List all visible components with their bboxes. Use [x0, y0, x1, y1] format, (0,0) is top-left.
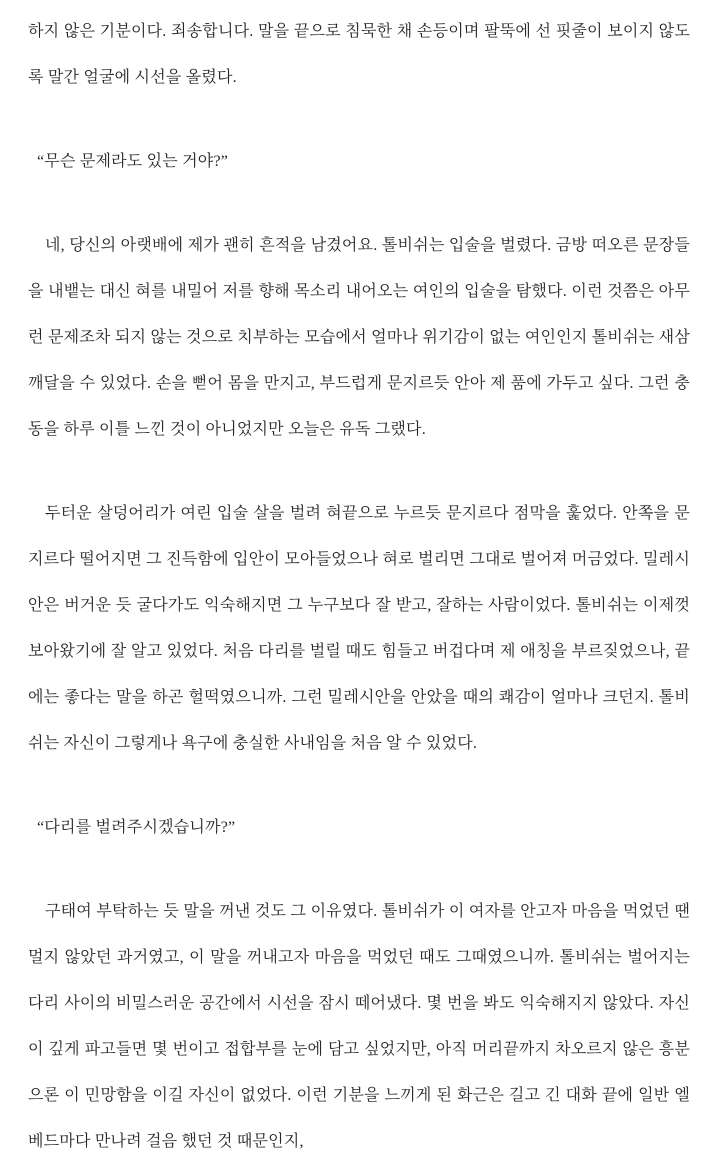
- paragraph-2: 네, 당신의 아랫배에 제가 괜히 흔적을 남겼어요. 톨비쉬는 입술을 벌렸다. 금방 떠오른 문장들을 내뱉는 대신 혀를 내밀어 저를 향해 목소리 내어오는 여인의 입술을 탐했다. 이런 것쯤은 아무런 문제조차 되지 않는 것으로 치부하는 모습에서 얼마나 위기감이 없는 여인인지 톨비쉬는 새삼 깨달을 수 있었다. 손을 뻗어 몸을 만지고, 부드럽게 문지르듯 안아 제 품에 가두고 싶다. 그런 충동을 하루 이틀 느낀 것이 아니었지만 오늘은 유독 그랬다.: [28, 237, 690, 438]
- continuation-paragraph: 하지 않은 기분이다. 죄송합니다. 말을 끝으로 침묵한 채 손등이며 팔뚝에 선 핏줄이 보이지 않도록 말간 얼굴에 시선을 올렸다.: [28, 23, 690, 86]
- paragraph-3: 두터운 살덩어리가 여린 입술 살을 벌려 혀끝으로 누르듯 문지르다 점막을 훑었다. 안쪽을 문지르다 떨어지면 그 진득함에 입안이 모아들었으나 혀로 벌리면 그대로 벌어져 머금었다. 밀레시안은 버거운 듯 굴다가도 익숙해지면 그 누구보다 잘 받고, 잘하는 사람이었다. 톨비쉬는 이제껏 보아왔기에 잘 알고 있었다. 처음 다리를 벌릴 때도 힘들고 버겁다며 제 애칭을 부르짖었으나, 끝에는 좋다는 말을 하곤 헐떡였으니까. 그런 밀레시안을 안았을 때의 쾌감이 얼마나 크던지. 톨비쉬는 자신이 그렇게나 욕구에 충실한 사내임을 처음 알 수 있었다.: [28, 505, 690, 752]
- paragraph-4: 구태여 부탁하는 듯 말을 꺼낸 것도 그 이유였다. 톨비쉬가 이 여자를 안고자 마음을 먹었던 땐 멀지 않았던 과거였고, 이 말을 꺼내고자 마음을 먹었던 때도 그때였으니까. 톨비쉬는 벌어지는 다리 사이의 비밀스러운 공간에서 시선을 잠시 떼어냈다. 몇 번을 봐도 익숙해지지 않았다. 자신이 깊게 파고들면 몇 번이고 접합부를 눈에 담고 싶었지만, 아직 머리끝까지 차오르지 않은 흥분으론 이 민망함을 이길 자신이 없었다. 이런 기분을 느끼게 된 화근은 길고 긴 대화 끝에 일반 엘베드마다 만나려 걸음 했던 것 때문인지,: [28, 903, 690, 1150]
- dialogue-line-1: “무슨 문제라도 있는 거야?”: [37, 153, 229, 170]
- dialogue-line-2: “다리를 벌려주시겠습니까?”: [37, 819, 236, 836]
